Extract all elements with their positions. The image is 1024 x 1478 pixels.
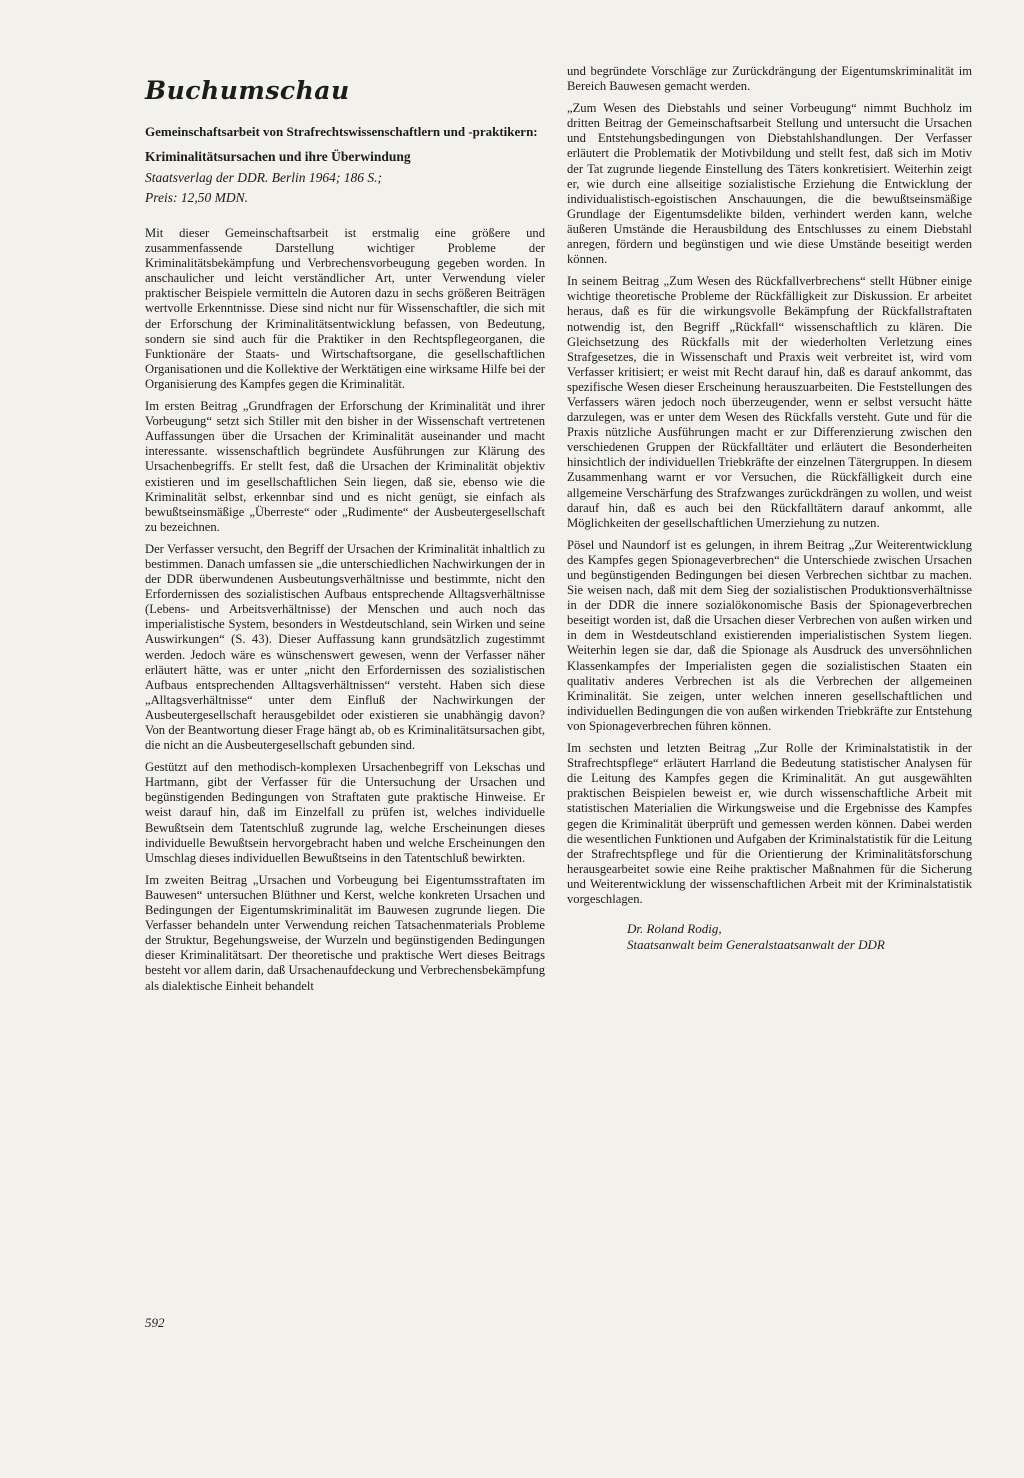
right-column [567, 64, 972, 953]
review-paragraph: Mit dieser Gemeinschaftsarbeit ist erstmalig eine größere und zusammenfassende Darstellung wichtiger Probleme der Kriminalitätsbekämpfung und Verbrechensvorbeugung gegeben worden. In anschaulicher und leicht verständlicher Art, unter Verwendung vieler praktischer Beispiele vermitteln die Autoren dazu in sechs größeren Beiträgen wertvolle Erkenntnisse. Diese sind nicht nur für Wissenschaftler, die sich mit der Erforschung der Kriminalitätsentwicklung befassen, von Bedeutung, sondern sie sind auch für die Praktiker in den Rechtspflegeorganen, die Funktionäre der Staats- und Wirtschaftsorgane, die gesellschaftlichen Organisationen und die Kollektive der Werktätigen eine wirksame Hilfe bei der Organisierung des Kampfes gegen die Kriminalität. [145, 226, 545, 391]
review-paragraph: und begründete Vorschläge zur Zurückdrängung der Eigentumskriminalität im Bereich Bauwesen gemacht werden. [567, 64, 972, 94]
section-masthead: Buchumschau [145, 76, 350, 105]
review-paragraph: Gestützt auf den methodisch-komplexen Ursachenbegriff von Lekschas und Hartmann, gibt der Verfasser für die Untersuchung der Ursachen und begünstigenden Bedingungen von Straftaten gute praktische Hinweise. Er weist darauf hin, daß im Einzelfall zu prüfen ist, welches individuelle Bewußtsein dem Tatentschluß zugrunde lag, welche Erscheinungen dieses individuelle Bewußtsein hervorgebracht haben und welche Erscheinungen den Umschlag dieses individuellen Bewußtseins in den Tatentschluß bewirkten. [145, 760, 545, 865]
book-price: Preis: 12,50 MDN. [145, 190, 248, 205]
signature-role: Staatsanwalt beim Generalstaatsanwalt der DDR [627, 937, 885, 953]
book-authors: Gemeinschaftsarbeit von Strafrechtswissenschaftlern und -praktikern: [145, 124, 538, 139]
book-publisher: Staatsverlag der DDR. Berlin 1964; 186 S.; [145, 170, 382, 185]
review-paragraph: Der Verfasser versucht, den Begriff der Ursachen der Kriminalität inhaltlich zu bestimmen. Danach umfassen sie „die unterschiedlichen Nachwirkungen der in der DDR überwundenen Ausbeutungsverhältnisse und bestimmte, nicht den Erfordernissen des sozialistischen Aufbaus entsprechende Alltagsverhältnisse (Lebens- und Arbeitsverhältnisse) der Menschen und auch noch das imperialistische System, besonders in Westdeutschland, sein Wirken und seine Auswirkungen“ (S. 43). Dieser Auffassung kann grundsätzlich zugestimmt werden. Jedoch wäre es wünschenswert gewesen, wenn der Verfasser näher erläutert hätte, was er unter „nicht den Erfordernissen des sozialistischen Aufbaus entsprechenden Alltagsverhältnissen“ versteht. Haben sich diese „Alltagsverhältnisse“ unter dem Einfluß der Nachwirkungen der Ausbeutergesellschaft herausgebildet oder existieren sie unabhängig davon? Von der Beantwortung dieser Frage hängt ab, ob es Kriminalitätsursachen gibt, die nicht an die Ausbeutergesellschaft gebunden sind. [145, 541, 545, 753]
book-title: Kriminalitätsursachen und ihre Überwindung [145, 149, 411, 164]
review-paragraph: Pösel und Naundorf ist es gelungen, in ihrem Beitrag „Zur Weiterentwicklung des Kampfes gegen Spionageverbrechen“ die Unterschiede zwischen Ursachen und begünstigenden Bedingungen bei diesen Verbrechen sichtbar zu machen. Sie weisen nach, daß mit dem Sieg der sozialistischen Produktionsverhältnisse in der DDR die innere sozialökonomische Basis der Spionageverbrechen beseitigt worden ist, daß die Ursachen dieser Verbrechen von außen wirken und in dem in Westdeutschland existierenden imperialistischen System liegen. Weiterhin legen sie dar, daß die Spionage als Ausdruck des unversöhnlichen Klassenkampfes der Imperialisten gegen die sozialistischen Staaten ein qualitativ anderes Verbrechen ist als die Verbrechen der allgemeinen Kriminalität. Sie zeigen, unter welchen inneren gesellschaftlichen und individuellen Bedingungen die von außen wirkenden Triebkräfte zur Entstehung von Spionageverbrechen führen können. [567, 537, 973, 733]
signature-name: Dr. Roland Rodig, [627, 921, 722, 937]
review-paragraph: Im ersten Beitrag „Grundfragen der Erforschung der Kriminalität und ihrer Vorbeugung“ setzt sich Stiller mit den bisher in der Wissenschaft vertretenen Auffassungen über die Ursachen der Kriminalität auseinander und macht interessante. wissenschaftlich begründete Ausführungen zur Klärung des Ursachenbegriffs. Er stellt fest, daß die Ursachen der Kriminalität objektiv existieren und im gesellschaftlichen Sein liegen, daß sie, ebenso wie die Kriminalität selbst, erkennbar sind und es nicht genügt, sie einfach als bewußtseinsmäßige „Überreste“ oder „Rudimente“ der Ausbeutergesellschaft zu bezeichnen. [145, 399, 545, 534]
review-paragraph: „Zum Wesen des Diebstahls und seiner Vorbeugung“ nimmt Buchholz im dritten Beitrag der Gemeinschaftsarbeit Stellung und untersucht die Ursachen und Entstehungsbedingungen von Diebstahlshandlungen. Der Verfasser erläutert die Problematik der Motivbildung und stellt fest, daß sich im Motiv der Tat zugrunde liegende Einstellung des Täters konkretisiert. Weiterhin zeigt er, wie durch eine allseitige sozialistische Erziehung die Entwicklung der individualistisch-egoistischen Anschauungen, die die bewußtseinsmäßige Grundlage der Eigentumsdelikte bilden, verhindert werden kann, welche äußeren Umstände die Herausbildung des Entschlusses zu einem Diebstahl anregen, fördern und begünstigen und wie diese Umstände beseitigt werden können. [567, 101, 972, 267]
review-paragraph: Im zweiten Beitrag „Ursachen und Vorbeugung bei Eigentumsstraftaten im Bauwesen“ untersuchen Blüthner und Kerst, welche konkreten Ursachen und Bedingungen der Eigentumskriminalität im Bauwesen zugrunde liegen. Die Verfasser behandeln unter Verwendung reichen Tatsachenmaterials Probleme der Struktur, Begehungsweise, der Wurzeln und begünstigenden Bedingungen dieser Kriminalitätsart. Der theoretische und praktische Wert dieses Beitrags besteht vor allem darin, daß Ursachenaufdeckung und Verbrechensbekämpfung als dialektische Einheit behandelt [145, 872, 545, 993]
review-paragraph: Im sechsten und letzten Beitrag „Zur Rolle der Kriminalstatistik in der Strafrechtspflege“ erläutert Harrland die Bedeutung statistischer Analysen für die Leitung des Kampfes gegen die Kriminalität. An gut ausgewählten praktischen Beispielen beweist er, wie durch wissenschaftliche Arbeit mit statistischen Materialien die Wirkungsweise und die Ergebnisse des Kampfes gegen die Kriminalität überprüft und gemessen werden können. Dabei werden die wesentlichen Funktionen und Aufgaben der Kriminalstatistik für die Leitung der Strafrechtspflege und für die Orientierung der Kriminalitätsforschung herausgearbeitet sowie eine Reihe praktischer Maßnahmen für die Sicherung und Weiterentwicklung der wissenschaftlichen Arbeit mit der Kriminalstatistik vorgeschlagen. [567, 741, 972, 906]
left-column [145, 76, 545, 1001]
page-number: 592 [145, 1315, 165, 1330]
review-paragraph: In seinem Beitrag „Zum Wesen des Rückfallverbrechens“ stellt Hübner einige wichtige theoretische Probleme der Rückfälligkeit zur Diskussion. Er arbeitet heraus, daß es für die wirkungsvolle Bekämpfung der Rückfallstraftaten notwendig ist, den Begriff „Rückfall“ wissenschaftlich zu klären. Die Gleichsetzung des Rückfalls mit der wiederholten Verletzung eines Strafgesetzes, die in Wissenschaft und Praxis weit verbreitet ist, wird vom Verfasser kritisiert; er weist mit Recht darauf hin, daß es darauf ankommt, das spezifische Wesen dieser Erscheinung herauszuarbeiten. Die Feststellungen des Verfassers wären jedoch noch überzeugender, wenn er selbst versucht hätte darzulegen, was er unter dem Wesen des Rückfalls versteht. Gute und für die Praxis nützliche Ausführungen macht er zur Differenzierung zwischen den verschiedenen Gruppen der Rückfalltäter und erläutert die Besonderheiten hinsichtlich der individuellen Triebkräfte der einzelnen Tätergruppen. In diesem Zusammenhang warnt er vor Versuchen, die Rückfälligkeit durch eine allgemeine Verschärfung des Strafzwanges zurückdrängen zu wollen, und weist darauf hin, daß es auch bei den Rückfalltätern darauf ankommt, alle Möglichkeiten der gesellschaftlichen Umerziehung zu nutzen. [567, 274, 972, 530]
